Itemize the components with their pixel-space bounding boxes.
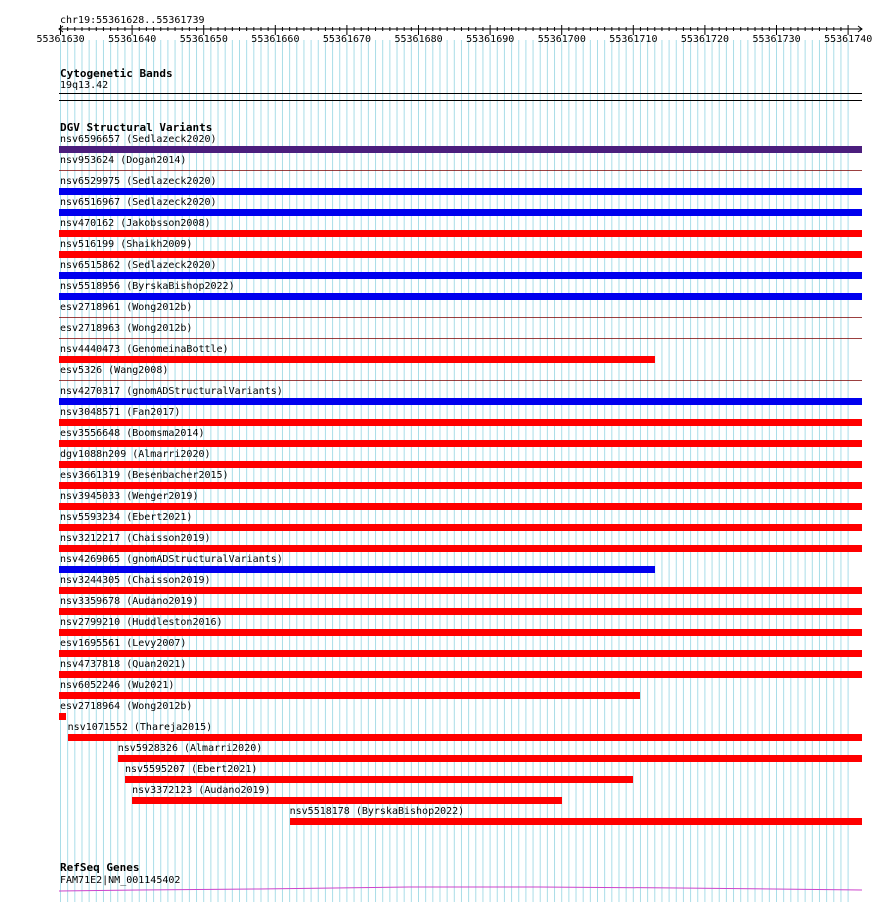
dgv-feature-label[interactable]: nsv6596657 (Sedlazeck2020) <box>60 134 217 145</box>
dgv-feature-label[interactable]: nsv3372123 (Audano2019) <box>132 785 271 796</box>
track-divider <box>59 100 862 101</box>
dgv-feature-line[interactable] <box>59 170 862 171</box>
dgv-feature-bar[interactable] <box>59 566 655 573</box>
dgv-feature-bar[interactable] <box>59 188 862 195</box>
dgv-feature-label[interactable]: nsv4269065 (gnomADStructuralVariants) <box>60 554 283 565</box>
dgv-feature-label[interactable]: nsv953624 (Dogan2014) <box>60 155 187 166</box>
ruler-tick-label: 55361740 <box>824 34 873 45</box>
dgv-feature-bar[interactable] <box>59 293 862 300</box>
dgv-feature-bar[interactable] <box>59 356 655 363</box>
dgv-feature-bar[interactable] <box>59 713 66 720</box>
dgv-feature-bar[interactable] <box>59 503 862 510</box>
ruler-tick-label: 55361720 <box>680 34 730 45</box>
dgv-feature-label[interactable]: nsv4270317 (gnomADStructuralVariants) <box>60 386 283 397</box>
dgv-feature-label[interactable]: nsv516199 (Shaikh2009) <box>60 239 193 250</box>
dgv-feature-bar[interactable] <box>125 776 633 783</box>
dgv-feature-bar[interactable] <box>59 524 862 531</box>
dgv-feature-label[interactable]: dgv1088n209 (Almarri2020) <box>60 449 211 460</box>
dgv-feature-line[interactable] <box>59 338 862 339</box>
dgv-feature-label[interactable]: esv2718964 (Wong2012b) <box>60 701 193 712</box>
dgv-feature-label[interactable]: nsv6052246 (Wu2021) <box>60 680 175 691</box>
dgv-feature-label[interactable]: nsv5518956 (ByrskaBishop2022) <box>60 281 235 292</box>
dgv-feature-label[interactable]: esv3661319 (Besenbacher2015) <box>60 470 229 481</box>
dgv-feature-bar[interactable] <box>59 545 862 552</box>
ruler-tick-label: 55361730 <box>752 34 801 45</box>
dgv-feature-bar[interactable] <box>290 818 862 825</box>
dgv-feature-label[interactable]: nsv6516967 (Sedlazeck2020) <box>60 197 217 208</box>
cytoband-bar <box>59 93 862 94</box>
dgv-feature-label[interactable]: nsv4440473 (GenomeinaBottle) <box>60 344 229 355</box>
refseq-gene-glyph[interactable] <box>0 884 890 894</box>
dgv-feature-label[interactable]: nsv3048571 (Fan2017) <box>60 407 181 418</box>
dgv-feature-label[interactable]: esv5326 (Wang2008) <box>60 365 169 376</box>
dgv-feature-label[interactable]: nsv5518178 (ByrskaBishop2022) <box>289 806 465 817</box>
dgv-feature-bar[interactable] <box>59 230 862 237</box>
dgv-feature-label[interactable]: nsv6515862 (Sedlazeck2020) <box>60 260 217 271</box>
dgv-feature-bar[interactable] <box>59 629 862 636</box>
refseq-gene-line[interactable] <box>59 887 862 891</box>
refseq-track-title: RefSeq Genes <box>60 861 140 874</box>
dgv-feature-bar[interactable] <box>132 797 562 804</box>
cytoband-track-title: Cytogenetic Bands <box>60 67 173 80</box>
dgv-feature-label[interactable]: nsv1071552 (Thareja2015) <box>67 722 213 733</box>
dgv-feature-label[interactable]: nsv470162 (Jakobsson2008) <box>60 218 211 229</box>
dgv-feature-bar[interactable] <box>59 272 862 279</box>
dgv-feature-bar[interactable] <box>59 146 862 153</box>
dgv-feature-bar[interactable] <box>59 650 862 657</box>
dgv-feature-bar[interactable] <box>59 461 862 468</box>
dgv-feature-bar[interactable] <box>68 734 862 741</box>
ruler-tick-label: 55361650 <box>179 34 228 45</box>
dgv-feature-bar[interactable] <box>59 440 862 447</box>
refseq-gene-label[interactable]: FAM71E2|NM_001145402 <box>60 875 181 886</box>
dgv-feature-label[interactable]: nsv5593234 (Ebert2021) <box>60 512 193 523</box>
ruler-tick-label: 55361630 <box>36 34 85 45</box>
dgv-feature-line[interactable] <box>59 380 862 381</box>
dgv-feature-label[interactable]: esv2718963 (Wong2012b) <box>60 323 193 334</box>
dgv-feature-bar[interactable] <box>59 608 862 615</box>
dgv-feature-label[interactable]: nsv6529975 (Sedlazeck2020) <box>60 176 217 187</box>
dgv-feature-bar[interactable] <box>59 587 862 594</box>
dgv-feature-label[interactable]: nsv5928326 (Almarri2020) <box>117 743 263 754</box>
dgv-feature-label[interactable]: nsv5595207 (Ebert2021) <box>124 764 258 775</box>
dgv-feature-label[interactable]: nsv4737818 (Quan2021) <box>60 659 187 670</box>
ruler-tick-label: 55361680 <box>394 34 443 45</box>
dgv-feature-bar[interactable] <box>59 692 640 699</box>
dgv-feature-bar[interactable] <box>59 251 862 258</box>
dgv-feature-bar[interactable] <box>59 398 862 405</box>
dgv-feature-line[interactable] <box>59 317 862 318</box>
dgv-feature-label[interactable]: nsv3359678 (Audano2019) <box>60 596 199 607</box>
dgv-feature-label[interactable]: nsv3945033 (Wenger2019) <box>60 491 199 502</box>
dgv-feature-label[interactable]: esv3556648 (Boomsma2014) <box>60 428 205 439</box>
ruler-tick-label: 55361660 <box>251 34 300 45</box>
dgv-feature-bar[interactable] <box>59 671 862 678</box>
dgv-feature-label[interactable]: esv2718961 (Wong2012b) <box>60 302 193 313</box>
dgv-feature-label[interactable]: esv1695561 (Levy2007) <box>60 638 187 649</box>
ruler-tick-label: 55361690 <box>466 34 515 45</box>
dgv-feature-bar[interactable] <box>118 755 862 762</box>
ruler-tick-label: 55361710 <box>609 34 658 45</box>
ruler-tick-label: 55361640 <box>108 34 157 45</box>
dgv-feature-label[interactable]: nsv3244305 (Chaisson2019) <box>60 575 211 586</box>
dgv-feature-bar[interactable] <box>59 482 862 489</box>
dgv-feature-label[interactable]: nsv3212217 (Chaisson2019) <box>60 533 211 544</box>
cytoband-label: 19q13.42 <box>60 80 109 91</box>
dgv-track-title: DGV Structural Variants <box>60 121 213 134</box>
dgv-feature-bar[interactable] <box>59 209 862 216</box>
ruler-tick-label: 55361670 <box>322 34 372 45</box>
ruler-tick-label: 55361700 <box>537 34 586 45</box>
dgv-feature-bar[interactable] <box>59 419 862 426</box>
coordinate-label: chr19:55361628..55361739 <box>60 15 205 26</box>
dgv-feature-label[interactable]: nsv2799210 (Huddleston2016) <box>60 617 223 628</box>
